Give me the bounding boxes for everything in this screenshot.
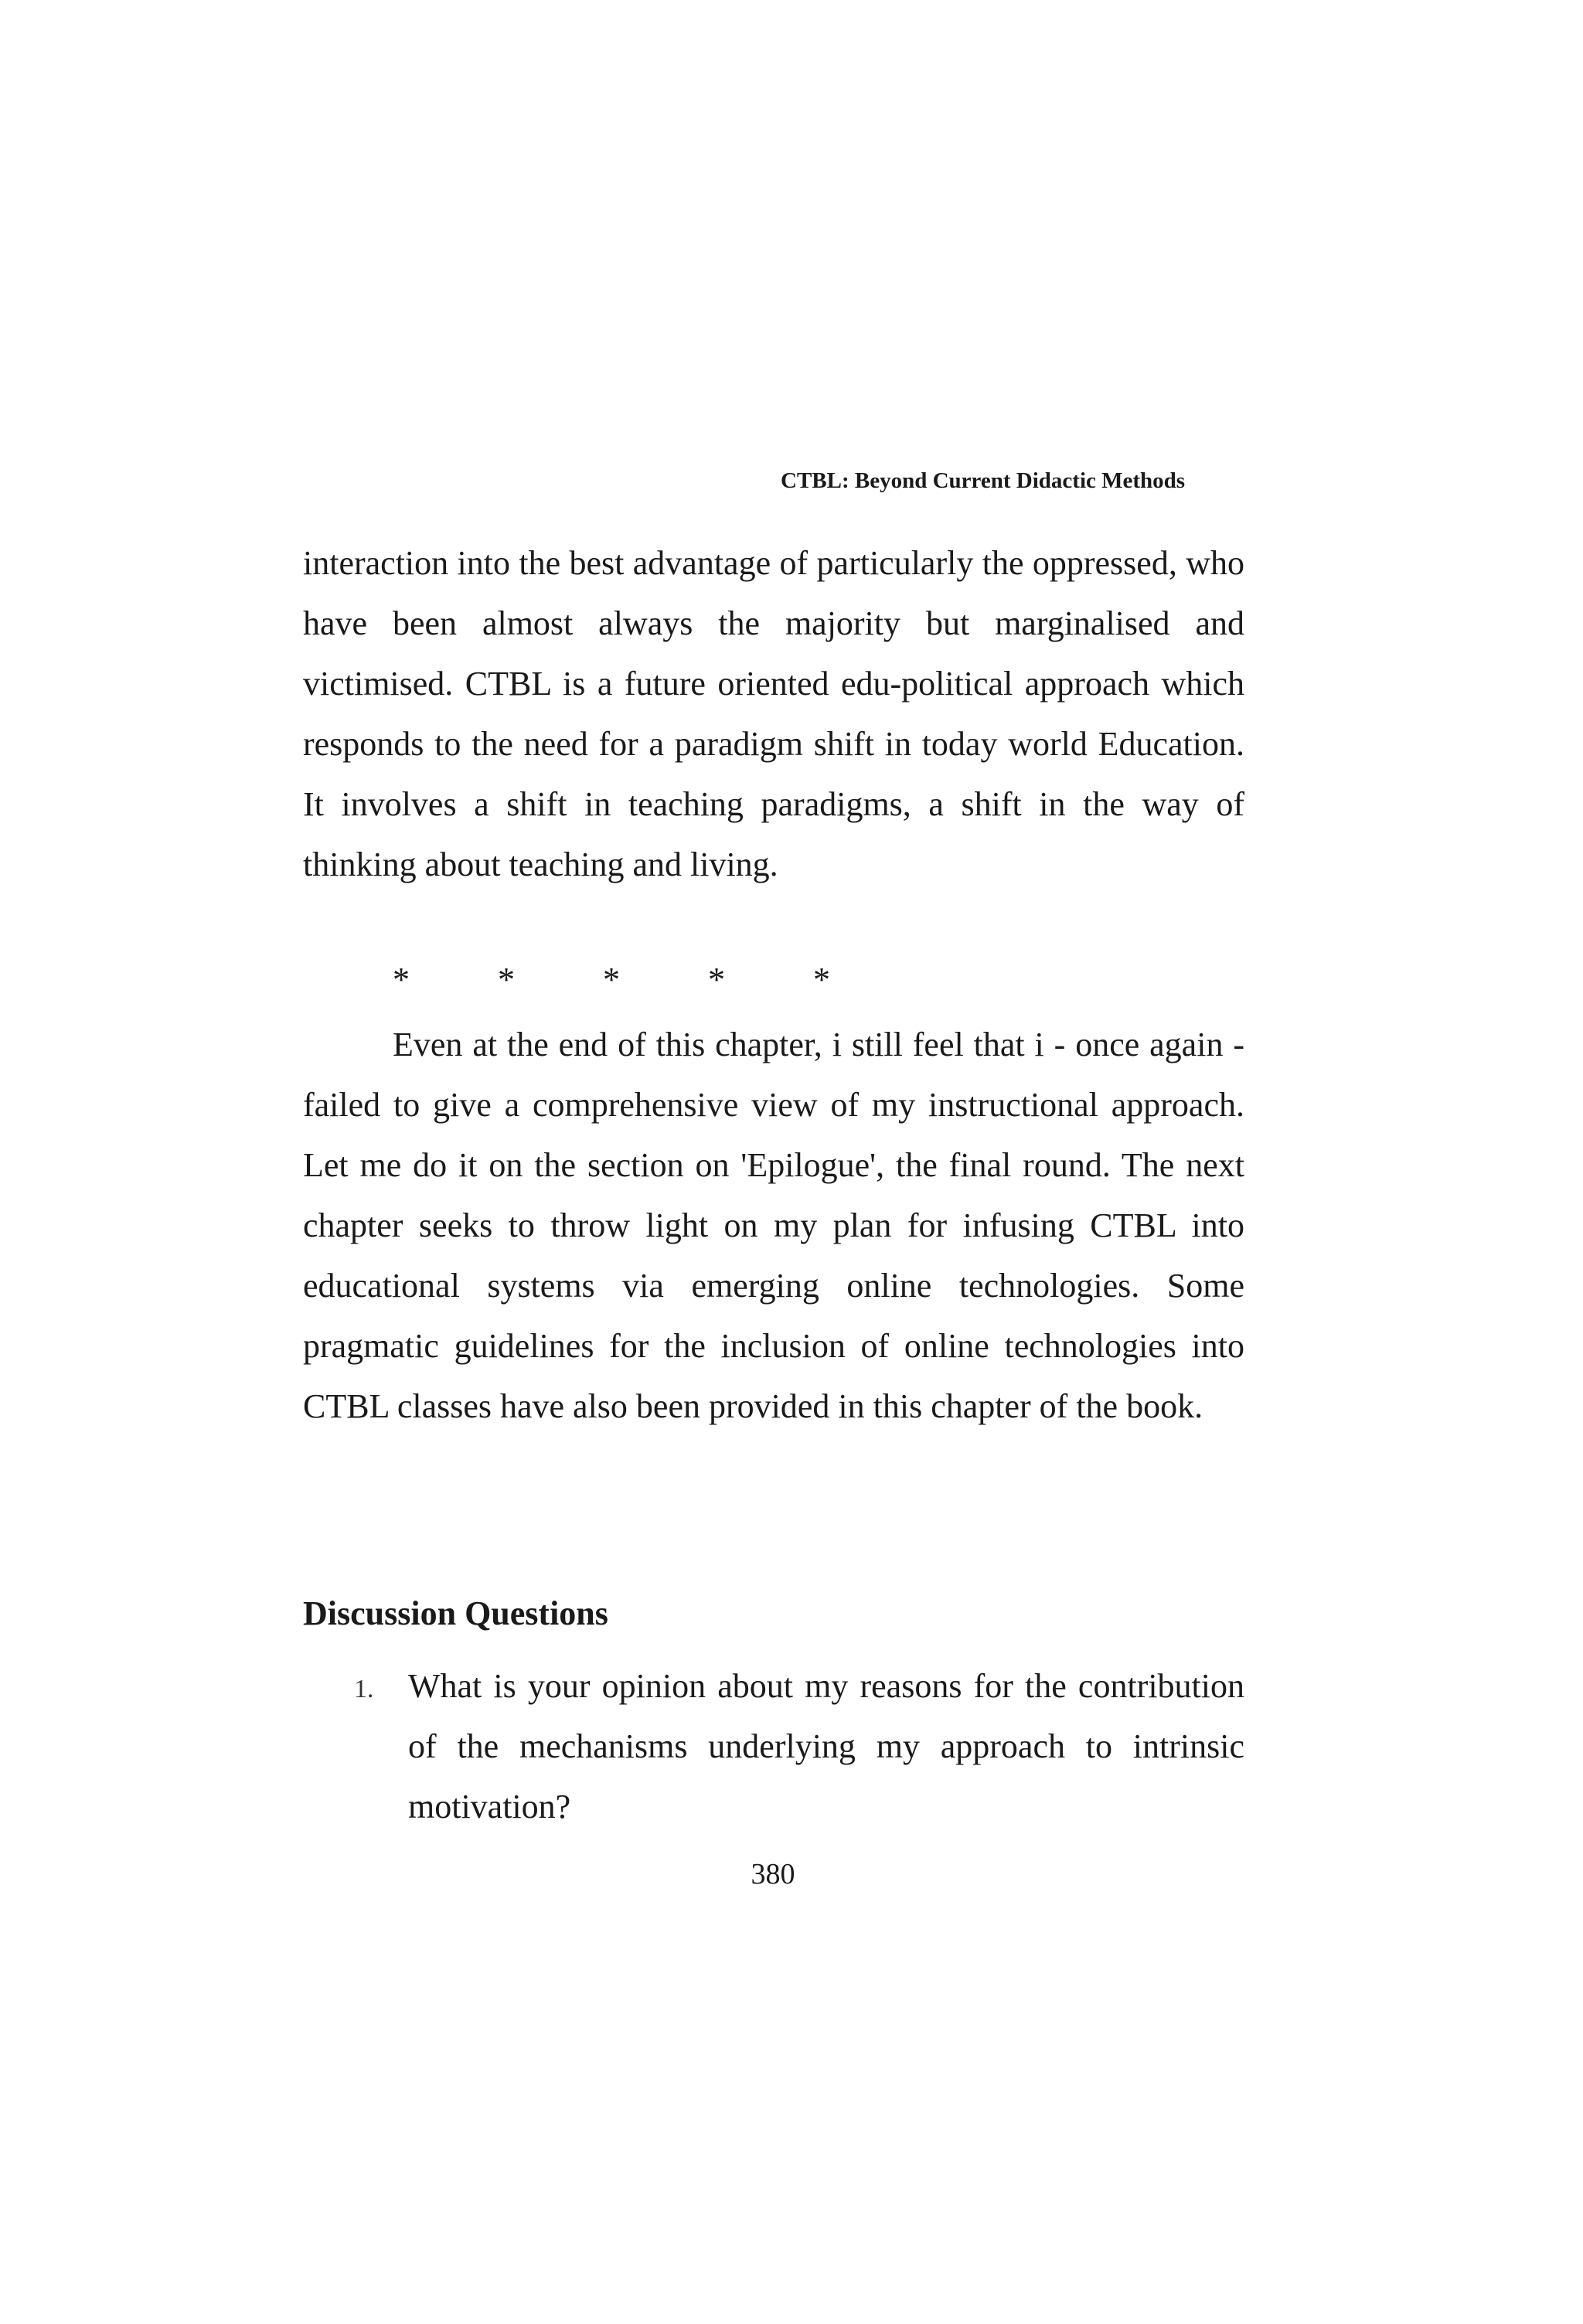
running-header: CTBL: Beyond Current Didactic Methods xyxy=(781,468,1186,493)
separator-star: * xyxy=(393,961,410,999)
discussion-questions-list xyxy=(303,1656,1244,1837)
separator-star: * xyxy=(498,961,515,999)
section-heading: Discussion Questions xyxy=(303,1594,608,1632)
separator-star: * xyxy=(813,961,830,999)
section-separator xyxy=(393,957,918,1003)
paragraph-continuation: interaction into the best advantage of particularly the oppressed, who have been almost always the majority but marginalised and victimised. CTBL is a future oriented edu-political approach which responds to the need for a paradigm shift in today world Education. It involves a shift in teaching paradigms, a shift in the way of thinking about teaching and living. xyxy=(303,544,1244,883)
question-text: What is your opinion about my reasons for the contribution of the mechanisms underlying my approach to intrinsic motivation? xyxy=(408,1667,1244,1826)
page-number: 380 xyxy=(751,1858,795,1890)
separator-star: * xyxy=(603,961,620,999)
list-item xyxy=(303,1656,1244,1837)
question-number: 1. xyxy=(354,1675,374,1703)
paragraph-closing: Even at the end of this chapter, i still feel that i - once again - failed to give a comprehensive view of my instructional approach. Let me do it on the section on 'Epilogue', the final round. The next chapter seeks to throw light on my plan for infusing CTBL into educational systems via emerging online technologies. Some pragmatic guidelines for the inclusion of online technologies into CTBL classes have also been provided in this chapter of the book. xyxy=(303,1026,1244,1425)
separator-star: * xyxy=(708,961,725,999)
